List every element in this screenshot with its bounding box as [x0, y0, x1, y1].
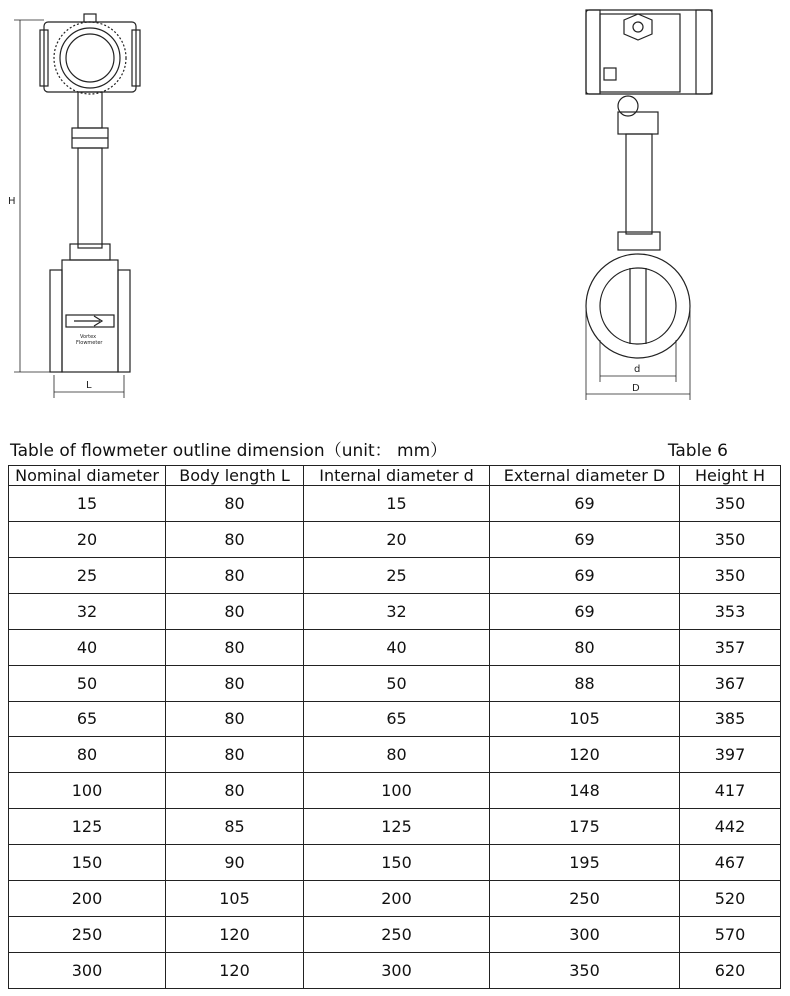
- table-cell: 520: [680, 881, 781, 917]
- table-row: [9, 737, 781, 773]
- table-cell: 32: [9, 593, 166, 629]
- table-cell: 385: [680, 701, 781, 737]
- flange-inner: [600, 268, 676, 344]
- housing-top-lug: [84, 14, 96, 22]
- table-cell: 150: [304, 845, 490, 881]
- table-cell: 300: [9, 952, 166, 988]
- dim-length-label: L: [86, 380, 92, 391]
- flow-arrow: [74, 316, 102, 326]
- table-cell: 120: [166, 917, 304, 953]
- table-row: [9, 593, 781, 629]
- table-cell: 175: [490, 809, 680, 845]
- flow-body: [62, 260, 118, 372]
- table-row: [9, 773, 781, 809]
- table-caption: [10, 438, 728, 464]
- body-marking-line2: Flowmeter: [76, 340, 103, 346]
- table-cell: 15: [304, 486, 490, 522]
- table-cell: 20: [9, 521, 166, 557]
- table-cell: 195: [490, 845, 680, 881]
- table-cell: 20: [304, 521, 490, 557]
- table-cell: 350: [680, 521, 781, 557]
- table-cell: 367: [680, 665, 781, 701]
- table-body: [9, 486, 781, 989]
- table-cell: 125: [9, 809, 166, 845]
- column-header: Internal diameter d: [304, 466, 490, 486]
- table-cell: 80: [166, 737, 304, 773]
- table-cell: 357: [680, 629, 781, 665]
- hex-plug-inner: [633, 22, 643, 32]
- ground-terminal: [604, 68, 616, 80]
- table-number: Table 6: [667, 441, 728, 461]
- table-cell: 300: [304, 952, 490, 988]
- table-cell: 69: [490, 593, 680, 629]
- table-cell: 69: [490, 557, 680, 593]
- left-flange: [50, 270, 62, 372]
- table-cell: 32: [304, 593, 490, 629]
- table-cell: 80: [166, 557, 304, 593]
- table-row: [9, 665, 781, 701]
- housing-outer-ring: [54, 22, 126, 94]
- table-cell: 80: [166, 629, 304, 665]
- table-cell: 467: [680, 845, 781, 881]
- table-row: [9, 952, 781, 988]
- table-cell: 100: [304, 773, 490, 809]
- table-cell: 69: [490, 521, 680, 557]
- body-marking-line1: Vortex: [80, 334, 97, 340]
- table-cell: 80: [166, 701, 304, 737]
- side-neck-ball: [618, 96, 638, 116]
- column-header: Nominal diameter: [9, 466, 166, 486]
- table-cell: 80: [166, 521, 304, 557]
- table-cell: 350: [490, 952, 680, 988]
- table-row: [9, 845, 781, 881]
- dim-height-label: H: [8, 196, 16, 207]
- table-row: [9, 557, 781, 593]
- support-tube: [78, 148, 102, 248]
- right-flange: [118, 270, 130, 372]
- outline-drawing: [0, 0, 790, 420]
- table-cell: 105: [490, 701, 680, 737]
- table-cell: 15: [9, 486, 166, 522]
- table-cell: 80: [166, 593, 304, 629]
- table-cell: 65: [9, 701, 166, 737]
- table-cell: 40: [9, 629, 166, 665]
- table-cell: 200: [9, 881, 166, 917]
- table-cell: 442: [680, 809, 781, 845]
- table-cell: 150: [9, 845, 166, 881]
- table-cell: 50: [9, 665, 166, 701]
- column-header: Body length L: [166, 466, 304, 486]
- table-row: [9, 521, 781, 557]
- column-header: Height H: [680, 466, 781, 486]
- table-row: [9, 701, 781, 737]
- dim-internal-label: d: [634, 364, 641, 375]
- flange-outer: [586, 254, 690, 358]
- side-housing-right-fins: [696, 10, 712, 94]
- table-cell: 125: [304, 809, 490, 845]
- dim-external-label: D: [632, 383, 640, 394]
- side-view: [586, 10, 712, 400]
- table-cell: 88: [490, 665, 680, 701]
- table-row: [9, 917, 781, 953]
- table-cell: 80: [9, 737, 166, 773]
- caption-title: Table of flowmeter outline dimension（unit： mm）: [10, 441, 448, 461]
- table-cell: 80: [304, 737, 490, 773]
- table-cell: 80: [166, 486, 304, 522]
- table-row: [9, 486, 781, 522]
- hex-plug: [624, 14, 652, 40]
- table-header-row: [9, 466, 781, 486]
- side-housing-left-fins: [586, 10, 600, 94]
- table-cell: 350: [680, 486, 781, 522]
- table-row: [9, 629, 781, 665]
- table-cell: 90: [166, 845, 304, 881]
- side-tube-base: [618, 232, 660, 250]
- table-cell: 120: [490, 737, 680, 773]
- table-cell: 300: [490, 917, 680, 953]
- table-cell: 620: [680, 952, 781, 988]
- table-cell: 25: [9, 557, 166, 593]
- side-housing: [586, 10, 712, 94]
- display-window: [66, 34, 114, 82]
- table-cell: 40: [304, 629, 490, 665]
- table-cell: 80: [166, 665, 304, 701]
- table-cell: 148: [490, 773, 680, 809]
- table-row: [9, 809, 781, 845]
- table-cell: 250: [9, 917, 166, 953]
- table-cell: 417: [680, 773, 781, 809]
- table-cell: 85: [166, 809, 304, 845]
- table-cell: 100: [9, 773, 166, 809]
- table-row: [9, 881, 781, 917]
- side-support-tube: [626, 134, 652, 234]
- table-cell: 105: [166, 881, 304, 917]
- table-cell: 200: [304, 881, 490, 917]
- housing-ring: [60, 28, 120, 88]
- table-cell: 250: [304, 917, 490, 953]
- column-header: External diameter D: [490, 466, 680, 486]
- tube-base: [70, 244, 110, 260]
- table-cell: 25: [304, 557, 490, 593]
- table-cell: 80: [166, 773, 304, 809]
- table-cell: 65: [304, 701, 490, 737]
- table-cell: 353: [680, 593, 781, 629]
- table-cell: 69: [490, 486, 680, 522]
- table-cell: 80: [490, 629, 680, 665]
- table-cell: 50: [304, 665, 490, 701]
- table-cell: 570: [680, 917, 781, 953]
- dimension-table: [8, 465, 781, 989]
- neck-collar: [78, 92, 102, 128]
- table-cell: 250: [490, 881, 680, 917]
- table-cell: 350: [680, 557, 781, 593]
- table-cell: 120: [166, 952, 304, 988]
- table-cell: 397: [680, 737, 781, 773]
